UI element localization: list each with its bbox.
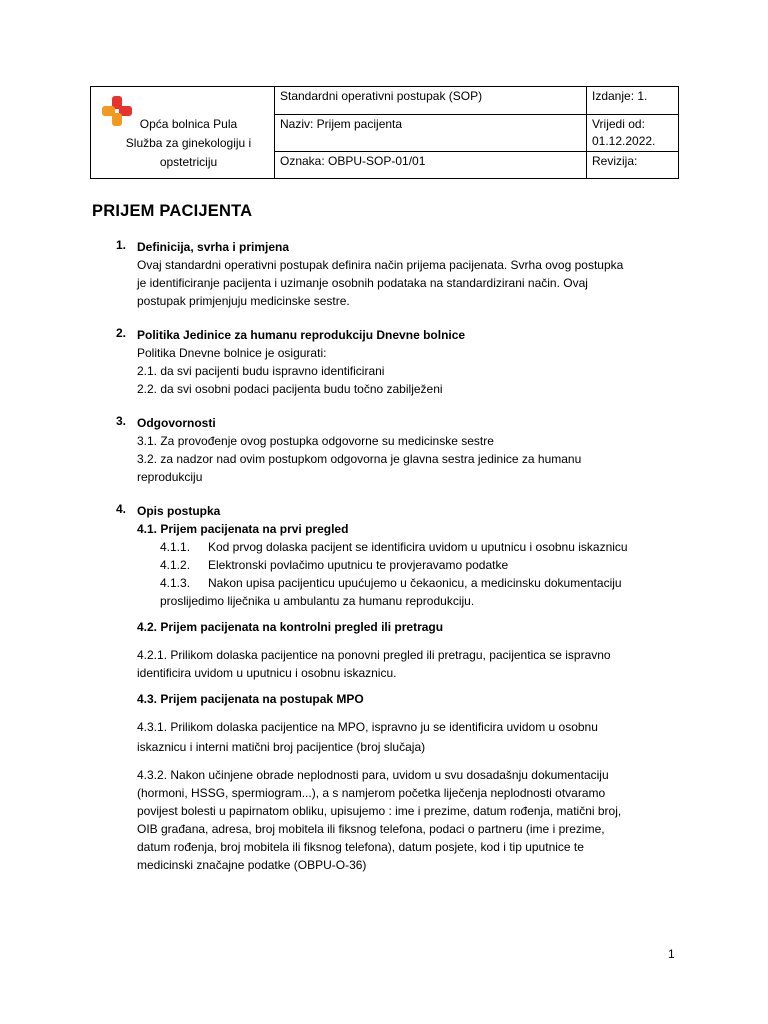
paragraph-4-3-2-line-3: povijest bolesti u papirnatom obliku, upisujemo : ime i prezime, datum rođenja, matični broj, xyxy=(137,804,622,818)
section-1-line-2: je identificiranje pacijenta i uzimanje osobnih podataka na standardizirani način. Ovaj xyxy=(137,276,588,290)
section-3-line-1: 3.1. Za provođenje ovog postupka odgovorne su medicinske sestre xyxy=(137,434,494,448)
section-4-number: 4. xyxy=(116,502,127,516)
section-1-line-3: postupak primjenjuju medicinske sestre. xyxy=(137,294,350,308)
section-2-number: 2. xyxy=(116,326,127,340)
paragraph-4-3-2-line-2: (hormoni, HSSG, spermiogram...), a s namjerom početka liječenja neplodnosti otvaramo xyxy=(137,786,606,800)
valid-from-cell xyxy=(587,115,679,152)
page-number: 1 xyxy=(668,947,675,961)
sop-label: Standardni operativni postupak (SOP) xyxy=(280,89,483,103)
paragraph-4-3-2-line-6: medicinski značajne podatke (OBPU-O-36) xyxy=(137,858,367,872)
institution-cell xyxy=(91,87,275,179)
section-3-heading: Odgovornosti xyxy=(137,416,216,430)
paragraph-4-3-1-line-1: 4.3.1. Prilikom dolaska pacijentice na MPO, ispravno ju se identificira uvidom u osobnu xyxy=(137,720,598,734)
sop-label-cell xyxy=(275,87,587,115)
paragraph-4-3-2-line-5: datum rođenja, broj mobitela ili fiksnog telefona), datum posjete, kod i tip uputnice te xyxy=(137,840,584,854)
page-title: PRIJEM PACIJENTA xyxy=(92,202,253,220)
item-4-1-3-text-line-1: Nakon upisa pacijenticu upućujemo u čekaonicu, a medicinsku dokumentaciju xyxy=(208,576,622,590)
item-4-1-2-number: 4.1.2. xyxy=(160,558,191,572)
valid-from-label: Vrijedi od: xyxy=(592,117,645,131)
name-cell xyxy=(275,115,587,152)
document-header-table xyxy=(90,86,679,179)
section-2-line-2: 2.1. da svi pacijenti budu ispravno identificirani xyxy=(137,364,385,378)
department-name-line1: Služba za ginekologiju i xyxy=(125,136,252,150)
document-name: Naziv: Prijem pacijenta xyxy=(280,117,403,131)
valid-from-date: 01.12.2022. xyxy=(592,134,656,148)
item-4-1-3-number: 4.1.3. xyxy=(160,576,191,590)
paragraph-4-3-1-line-2: iskaznicu i interni matični broj pacijentice (broj slučaja) xyxy=(137,740,426,754)
item-4-1-1-number: 4.1.1. xyxy=(160,540,191,554)
department-name-line2: opstetriciju xyxy=(159,155,218,169)
item-4-1-2-text: Elektronski povlačimo uputnicu te provjeravamo podatke xyxy=(208,558,509,572)
section-1-heading: Definicija, svrha i primjena xyxy=(137,240,290,254)
subsection-4-1-heading: 4.1. Prijem pacijenata na prvi pregled xyxy=(137,522,349,536)
paragraph-4-3-2-line-1: 4.3.2. Nakon učinjene obrade neplodnosti para, uvidom u svu dosadašnju dokumentaciju xyxy=(137,768,609,782)
section-3-number: 3. xyxy=(116,414,127,428)
institution-name: Opća bolnica Pula xyxy=(139,117,238,131)
section-1-line-1: Ovaj standardni operativni postupak definira način prijema pacijenata. Svrha ovog postupka xyxy=(137,258,624,272)
section-2-line-3: 2.2. da svi osobni podaci pacijenta budu točno zabilježeni xyxy=(137,382,443,396)
section-4-heading: Opis postupka xyxy=(137,504,221,518)
section-1-number: 1. xyxy=(116,238,127,252)
subsection-4-2-heading: 4.2. Prijem pacijenata na kontrolni pregled ili pretragu xyxy=(137,620,444,634)
code-cell xyxy=(275,152,587,179)
revision-label: Revizija: xyxy=(592,154,638,168)
issue-label: Izdanje: 1. xyxy=(592,89,648,103)
subsection-4-3-heading: 4.3. Prijem pacijenata na postupak MPO xyxy=(137,692,364,706)
hospital-logo-icon xyxy=(101,95,133,127)
paragraph-4-3-2-line-4: OIB građana, adresa, broj mobitela ili fiksnog telefona, podaci o partneru (ime i prezime, xyxy=(137,822,605,836)
issue-cell xyxy=(587,87,679,115)
paragraph-4-2-1-line-1: 4.2.1. Prilikom dolaska pacijentice na ponovni pregled ili pretragu, pacijentica se ispravno xyxy=(137,648,611,662)
section-2-line-1: Politika Dnevne bolnice je osigurati: xyxy=(137,346,327,360)
paragraph-4-2-1-line-2: identificira uvidom u uputnicu i osobnu iskaznicu. xyxy=(137,666,397,680)
document-code: Oznaka: OBPU-SOP-01/01 xyxy=(280,154,426,168)
section-3-line-2: 3.2. za nadzor nad ovim postupkom odgovorna je glavna sestra jedinice za humanu xyxy=(137,452,582,466)
section-2-heading: Politika Jedinice za humanu reprodukciju Dnevne bolnice xyxy=(137,328,466,342)
item-4-1-3-text-line-2: proslijedimo liječnika u ambulantu za humanu reprodukciju. xyxy=(160,594,475,608)
revision-cell xyxy=(587,152,679,179)
section-3-line-3: reprodukciju xyxy=(137,470,203,484)
item-4-1-1-text: Kod prvog dolaska pacijent se identificira uvidom u uputnicu i osobnu iskaznicu xyxy=(208,540,628,554)
